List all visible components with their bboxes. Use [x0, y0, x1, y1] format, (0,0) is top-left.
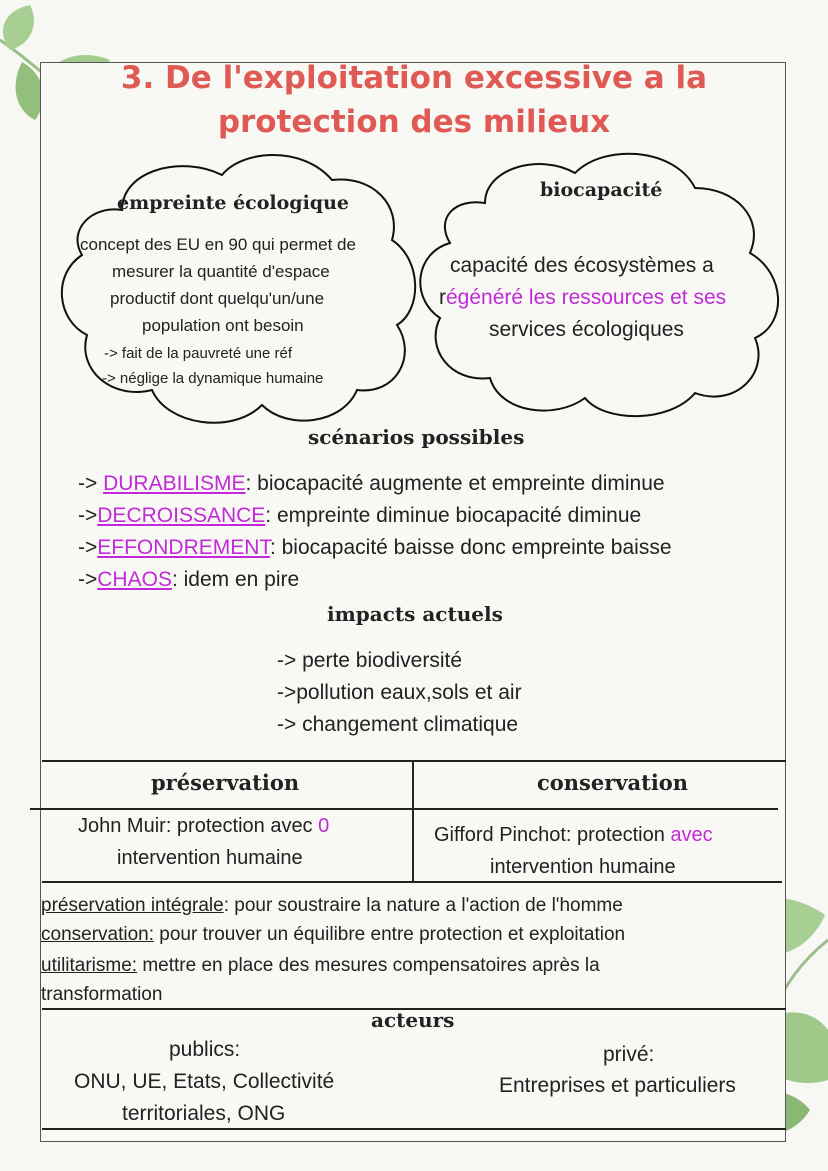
- table-top-border: [42, 760, 786, 762]
- table-header-preservation: préservation: [151, 770, 300, 795]
- empreinte-line-3: productif dont quelqu'un/une: [110, 289, 325, 308]
- table-column-divider: [412, 760, 414, 881]
- scenario-item: ->CHAOS: idem en pire: [78, 568, 300, 591]
- acteurs-heading: acteurs: [371, 1008, 455, 1032]
- biocapacite-line-2-rest: égénéré les ressources et ses: [446, 286, 727, 309]
- biocapacite-line-2: [439, 286, 726, 310]
- scenario-term: EFFONDREMENT: [97, 536, 270, 559]
- publics-line-1: ONU, UE, Etats, Collectivité: [74, 1070, 335, 1093]
- scenario-term: DURABILISME: [103, 472, 246, 495]
- publics-label: publics:: [169, 1038, 241, 1061]
- biocapacite-line-1: capacité des écosystèmes a: [450, 254, 714, 277]
- definition-item: préservation intégrale: pour soustraire la nature a l'action de l'homme: [41, 895, 623, 916]
- biocapacite-line-2-prefix: r: [439, 286, 446, 309]
- definition-item: conservation: pour trouver un équilibre entre protection et exploitation: [41, 924, 626, 945]
- empreinte-line-1: concept des EU en 90 qui permet de: [80, 235, 356, 254]
- definition-item: transformation: [41, 984, 163, 1005]
- definition-term: utilitarisme:: [41, 955, 138, 976]
- table-cell-preservation-line-2: intervention humaine: [117, 847, 303, 869]
- scenarios-heading: scénarios possibles: [308, 425, 525, 449]
- impacts-heading: impacts actuels: [327, 602, 503, 626]
- scenario-term: CHAOS: [97, 568, 172, 591]
- definition-item: utilitarisme: mettre en place des mesures compensatoires après la: [41, 955, 600, 976]
- empreinte-line-2: mesurer la quantité d'espace: [112, 262, 330, 281]
- biocapacite-heading: biocapacité: [540, 179, 663, 201]
- impact-item: -> changement climatique: [277, 713, 519, 736]
- scenario-term: DECROISSANCE: [97, 504, 266, 527]
- impact-item: ->pollution eaux,sols et air: [277, 681, 522, 704]
- publics-line-2: territoriales, ONG: [122, 1102, 286, 1125]
- prive-label: privé:: [603, 1043, 655, 1066]
- definition-term: préservation intégrale: [41, 895, 224, 916]
- table-bottom-border: [42, 881, 782, 883]
- scenario-item: -> DURABILISME: biocapacité augmente et empreinte diminue: [78, 472, 665, 495]
- page-bottom-border: [42, 1128, 786, 1130]
- empreinte-bullet-2: -> néglige la dynamique humaine: [102, 370, 324, 387]
- title-line-1: 3. De l'exploitation excessive a la: [120, 60, 708, 96]
- table-cell-conservation-line-1: Gifford Pinchot: protection avec: [434, 824, 713, 846]
- table-cell-conservation-line-2: intervention humaine: [490, 856, 676, 878]
- empreinte-heading: empreinte écologique: [117, 192, 349, 214]
- page-title: [0, 56, 828, 144]
- definition-term: conservation:: [41, 924, 155, 945]
- table-header-divider: [30, 808, 778, 810]
- impact-item: -> perte biodiversité: [277, 649, 463, 672]
- scenario-item: ->EFFONDREMENT: biocapacité baisse donc empreinte baisse: [78, 536, 672, 559]
- prive-line-1: Entreprises et particuliers: [499, 1074, 736, 1097]
- empreinte-bullet-1: -> fait de la pauvreté une réf: [104, 345, 293, 362]
- title-line-2: protection des milieux: [217, 104, 611, 140]
- biocapacite-line-3: services écologiques: [489, 318, 684, 341]
- scenario-item: ->DECROISSANCE: empreinte diminue biocapacité diminue: [78, 504, 642, 527]
- table-cell-preservation-line-1: John Muir: protection avec 0: [78, 815, 330, 837]
- empreinte-line-4: population ont besoin: [142, 316, 304, 335]
- table-header-conservation: conservation: [537, 770, 689, 795]
